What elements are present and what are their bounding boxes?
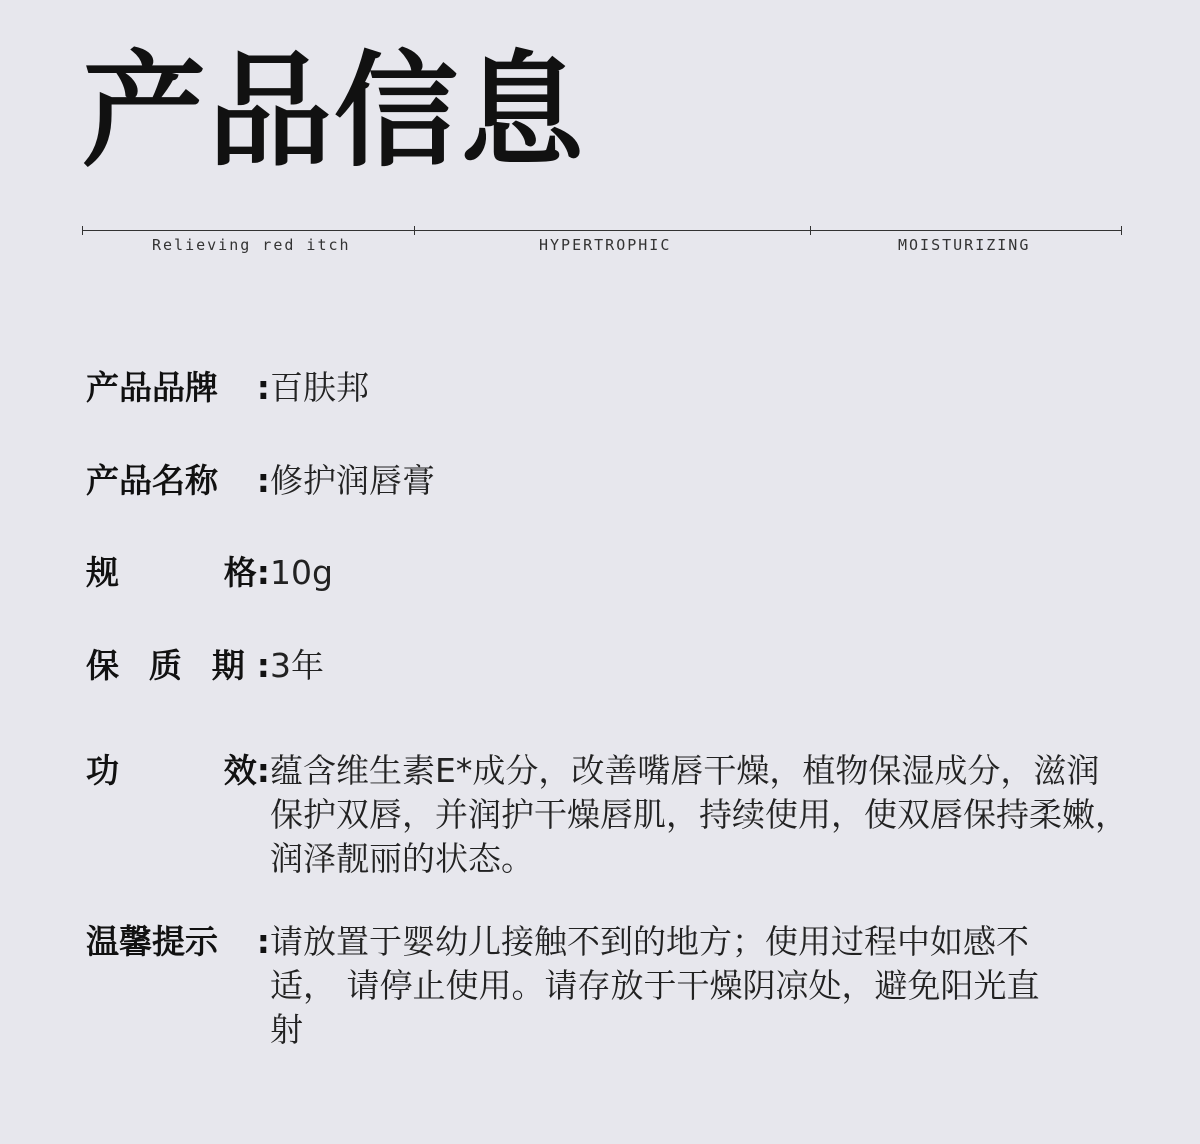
info-row-effect [86,749,1132,881]
info-label [86,366,270,410]
tag-moisturizing: MOISTURIZING [898,236,1031,254]
info-label-text [86,551,257,595]
tag-relieving: Relieving red itch [152,236,351,254]
info-value: 3年 [270,646,324,685]
tag-divider-line [82,230,1122,231]
label-colon: : [256,751,270,790]
info-value: 修护润唇膏 [270,461,435,500]
info-label [86,551,270,595]
info-label-text [86,749,257,793]
info-value: 10g [270,553,333,592]
info-value: 请放置于婴幼儿接触不到的地方；使用过程中如感不适， 请停止使用。请存放于干燥阴凉处，避免阳光直射 [270,922,1040,1049]
divider-tick [82,226,83,235]
label-colon: : [256,461,270,500]
divider-tick [810,226,811,235]
info-label-text: 产品品牌 [86,368,218,407]
info-label-text: 温馨提示 [86,922,218,961]
info-label [86,920,270,964]
tag-hypertrophic: HYPERTROPHIC [539,236,672,254]
info-row-brand [86,366,1132,410]
info-row-shelf-life [86,644,1132,688]
info-row-spec [86,551,1132,595]
info-label-text [86,644,257,688]
info-value: 蕴含维生素E*成分，改善嘴唇干燥，植物保湿成分，滋润保护双唇，并润护干燥唇肌，持续使用，使双唇保持柔嫩，润泽靓丽的状态。 [270,751,1128,878]
label-colon: : [256,553,270,592]
label-colon: : [256,646,270,685]
label-char: 格 [223,553,257,592]
label-char: 功 [86,751,119,790]
divider-tick [414,226,415,235]
label-char: 规 [86,553,119,592]
divider-tick [1121,226,1122,235]
info-row-name [86,459,1132,503]
label-colon: : [256,368,270,407]
label-char: 保 [86,646,119,685]
info-label [86,644,270,688]
label-colon: : [256,922,270,961]
info-label-text: 产品名称 [86,461,218,500]
info-value: 百肤邦 [270,368,369,407]
label-char: 期 [211,646,245,685]
label-char: 质 [148,646,182,685]
info-row-tips [86,920,1070,1052]
label-char: 效 [223,751,257,790]
page-title: 产品信息 [82,40,587,184]
info-label [86,459,270,503]
info-label [86,749,270,793]
